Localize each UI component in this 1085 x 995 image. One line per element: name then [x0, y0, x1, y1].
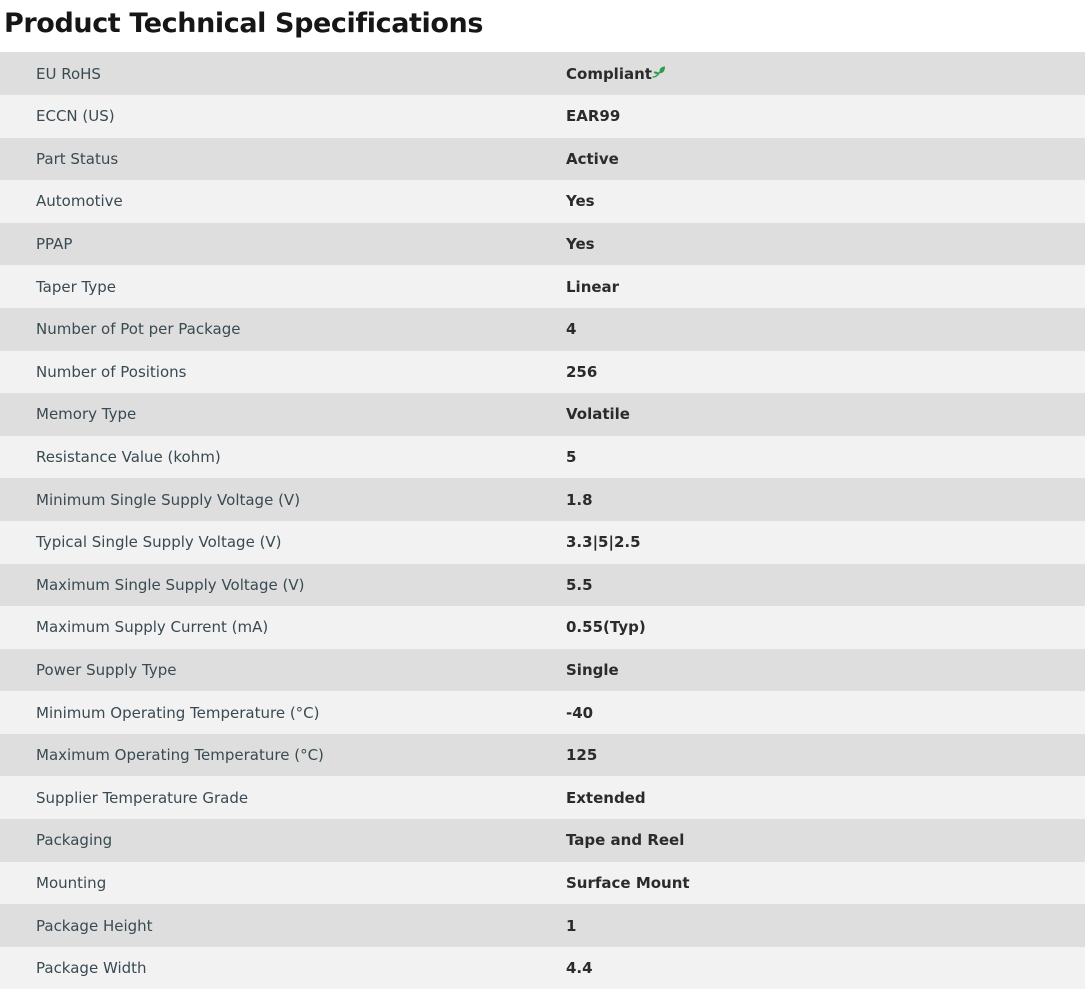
table-row — [0, 308, 1085, 351]
spec-value — [566, 904, 1085, 947]
spec-value — [566, 691, 1085, 734]
table-row — [0, 265, 1085, 308]
table-row — [0, 478, 1085, 521]
spec-value-text: Extended — [566, 788, 646, 807]
spec-value-text: Single — [566, 661, 619, 679]
spec-value — [566, 521, 1085, 564]
spec-value-text: Active — [566, 149, 619, 168]
spec-value — [566, 436, 1085, 479]
spec-value — [566, 819, 1085, 862]
spec-value — [566, 776, 1085, 819]
spec-label: Memory Type — [36, 405, 137, 424]
spec-value — [566, 862, 1085, 905]
spec-label: Mounting — [36, 873, 107, 892]
table-row — [0, 351, 1085, 394]
spec-value-text: Linear — [566, 277, 620, 296]
spec-label: Number of Pot per Package — [36, 320, 241, 339]
spec-value — [566, 606, 1085, 649]
spec-value — [566, 265, 1085, 308]
table-row — [0, 862, 1085, 905]
spec-value — [566, 180, 1085, 223]
spec-value-text: -40 — [566, 703, 594, 722]
spec-value-text: Volatile — [566, 405, 630, 424]
spec-label: Supplier Temperature Grade — [36, 788, 249, 807]
spec-value-text: 3.3|5|2.5 — [566, 533, 641, 552]
spec-value-text: EAR99 — [566, 107, 621, 126]
spec-label: Minimum Single Supply Voltage (V) — [36, 490, 301, 509]
spec-value — [566, 95, 1085, 138]
table-row — [0, 606, 1085, 649]
spec-value-text: Yes — [566, 192, 595, 211]
spec-value — [566, 649, 1085, 692]
table-row — [0, 52, 1085, 95]
spec-value — [566, 138, 1085, 181]
spec-label: Maximum Single Supply Voltage (V) — [36, 575, 305, 594]
leaf-icon — [652, 65, 668, 79]
page-title: Product Technical Specifications — [4, 8, 484, 39]
spec-value — [566, 734, 1085, 777]
spec-value — [566, 564, 1085, 607]
spec-value-text: 256 — [566, 362, 598, 381]
spec-label: Package Width — [36, 959, 147, 978]
spec-label: Taper Type — [36, 277, 117, 296]
spec-label: Package Height — [36, 916, 153, 935]
spec-value — [566, 223, 1085, 266]
spec-value-text: 4 — [566, 320, 577, 339]
table-row — [0, 691, 1085, 734]
spec-value-text: Tape and Reel — [566, 831, 685, 850]
spec-value — [566, 52, 1085, 95]
table-row — [0, 649, 1085, 692]
spec-label: Maximum Operating Temperature (°C) — [36, 746, 324, 765]
spec-label: ECCN (US) — [36, 107, 115, 126]
table-row — [0, 819, 1085, 862]
spec-label: EU RoHS — [36, 64, 101, 83]
spec-value — [566, 351, 1085, 394]
spec-value-text: 5 — [566, 448, 577, 467]
table-row — [0, 521, 1085, 564]
spec-label: Power Supply Type — [36, 661, 177, 679]
spec-value — [566, 478, 1085, 521]
spec-value-text: Surface Mount — [566, 873, 690, 892]
spec-label: Maximum Supply Current (mA) — [36, 618, 269, 637]
table-row — [0, 180, 1085, 223]
spec-value-text: 1.8 — [566, 490, 593, 509]
spec-value-text: Compliant — [566, 64, 652, 83]
spec-value-text: 4.4 — [566, 959, 593, 978]
table-row — [0, 776, 1085, 819]
table-row — [0, 223, 1085, 266]
spec-label: Part Status — [36, 149, 119, 168]
table-row — [0, 138, 1085, 181]
table-row — [0, 734, 1085, 777]
spec-label: Number of Positions — [36, 362, 187, 381]
spec-label: Resistance Value (kohm) — [36, 448, 221, 467]
spec-value-text: 125 — [566, 746, 598, 765]
specifications-table — [0, 52, 1085, 989]
table-row — [0, 564, 1085, 607]
spec-value-text: 5.5 — [566, 575, 593, 594]
table-row — [0, 436, 1085, 479]
spec-value-text: 0.55(Typ) — [566, 618, 646, 637]
table-row — [0, 904, 1085, 947]
spec-label: Packaging — [36, 831, 113, 850]
spec-value-text: 1 — [566, 916, 577, 935]
table-row — [0, 95, 1085, 138]
spec-value — [566, 947, 1085, 990]
spec-value — [566, 393, 1085, 436]
spec-label: Minimum Operating Temperature (°C) — [36, 703, 320, 722]
spec-value — [566, 308, 1085, 351]
table-row — [0, 393, 1085, 436]
spec-label: Automotive — [36, 192, 123, 211]
spec-label: Typical Single Supply Voltage (V) — [36, 533, 282, 552]
spec-value-text: Yes — [566, 235, 595, 254]
spec-label: PPAP — [36, 235, 73, 254]
table-row — [0, 947, 1085, 990]
